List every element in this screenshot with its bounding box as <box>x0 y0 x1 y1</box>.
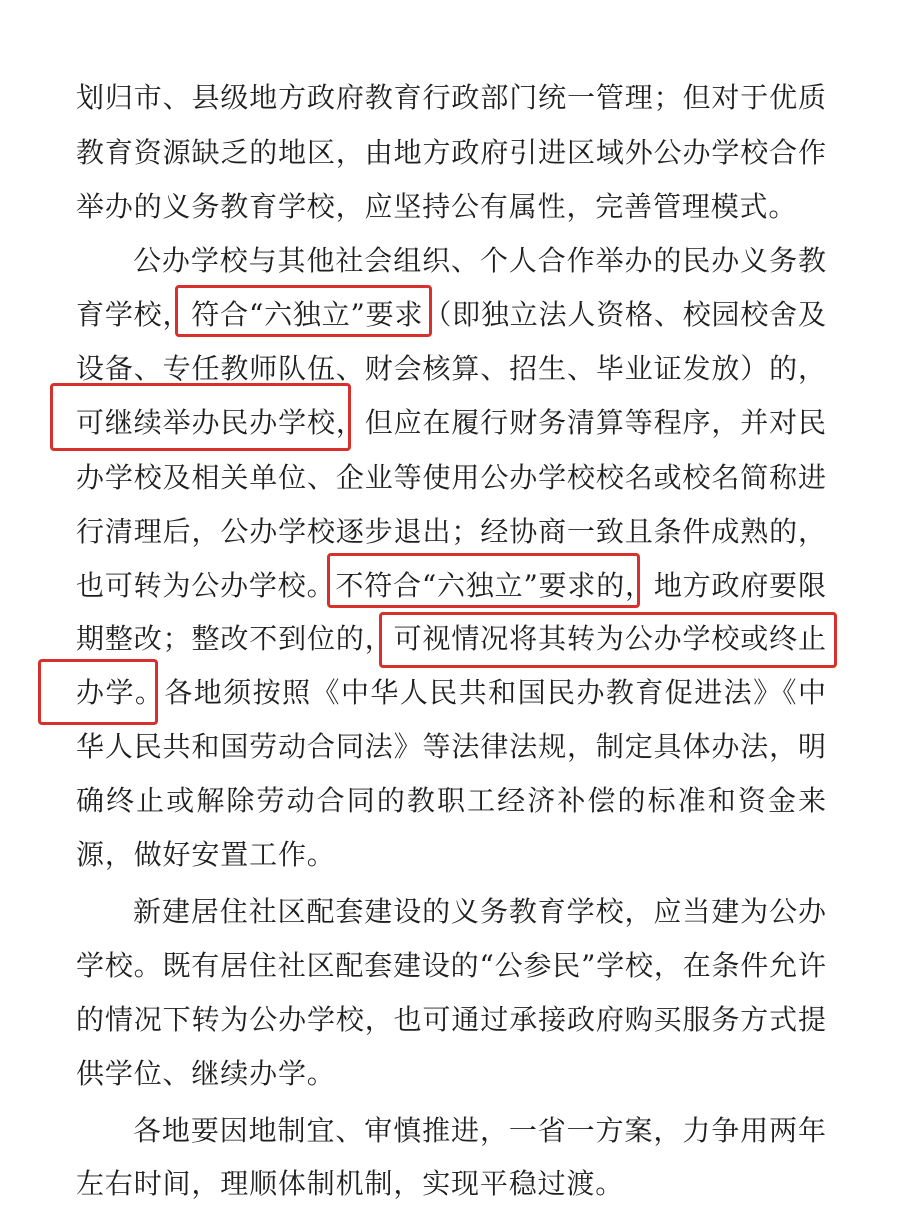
text-line: 左右时间，理顺体制机制，实现平稳过渡。 <box>76 1167 625 1200</box>
line-text: 也可转为公办学校。 <box>76 569 336 602</box>
text-line: 划归市、县级地方政府教育行政部门统一管理；但对于优质 <box>76 81 827 114</box>
text-line: 确终止或解除劳动合同的教职工经济补偿的标准和资金来 <box>76 784 829 817</box>
line-text: 地方政府要限 <box>653 569 827 602</box>
highlighted-phrase <box>76 676 164 709</box>
line-text: （即独立法人资格、校园校舍及 <box>423 298 827 331</box>
text-line: 源，做好安置工作。 <box>76 838 336 871</box>
text-line: 华人民共和国劳动合同法》等法律法规，制定具体办法，明 <box>76 730 827 763</box>
text-line: 新建居住社区配套建设的义务教育学校，应当建为公办 <box>133 895 827 928</box>
text-line: 行清理后，公办学校逐步退出；经协商一致且条件成熟的， <box>76 515 827 548</box>
text-line: 学校。既有居住社区配套建设的“公参民”学校，在条件允许 <box>76 949 827 982</box>
highlighted-phrase <box>191 298 423 331</box>
text-line: 办学校及相关单位、企业等使用公办学校校名或校名简称进 <box>76 461 827 494</box>
text-line <box>76 566 827 606</box>
highlighted-phrase-text: 符合“六独立”要求 <box>191 298 424 331</box>
text-line: 供学位、继续办学。 <box>76 1057 336 1090</box>
highlighted-phrase-text: 可视情况将其转为公办学校或终止 <box>393 622 827 655</box>
line-text: 各地须按照《中华人民共和国民办教育促进法》《中 <box>164 676 828 709</box>
text-line: 的情况下转为公办学校，也可通过承接政府购买服务方式提 <box>76 1003 827 1036</box>
text-line: 举办的义务教育学校，应坚持公有属性，完善管理模式。 <box>76 190 798 223</box>
text-line: 设备、专任教师队伍、财会核算、招生、毕业证发放）的， <box>76 352 827 385</box>
text-line <box>76 295 827 335</box>
line-text: 育学校， <box>76 298 192 331</box>
text-line <box>76 619 827 659</box>
text-line: 教育资源缺乏的地区，由地方政府引进区域外公办学校合作 <box>76 136 827 169</box>
text-line: 各地要因地制宜、审慎推进，一省一方案，力争用两年 <box>133 1114 827 1147</box>
text-line <box>76 673 827 713</box>
text-line: 公办学校与其他社会组织、个人合作举办的民办义务教 <box>133 244 827 277</box>
highlighted-phrase-text: 不符合“六独立”要求的， <box>335 569 654 602</box>
highlighted-phrase <box>394 622 827 655</box>
text-line <box>76 403 827 443</box>
highlighted-phrase-text: 可继续举办民办学校， <box>76 406 365 439</box>
line-text: 但应在履行财务清算等程序，并对民 <box>364 406 827 439</box>
line-text: 期整改；整改不到位的， <box>76 622 394 655</box>
highlighted-phrase-text: 办学。 <box>76 676 165 709</box>
highlighted-phrase <box>335 569 653 602</box>
highlighted-phrase <box>76 406 365 439</box>
